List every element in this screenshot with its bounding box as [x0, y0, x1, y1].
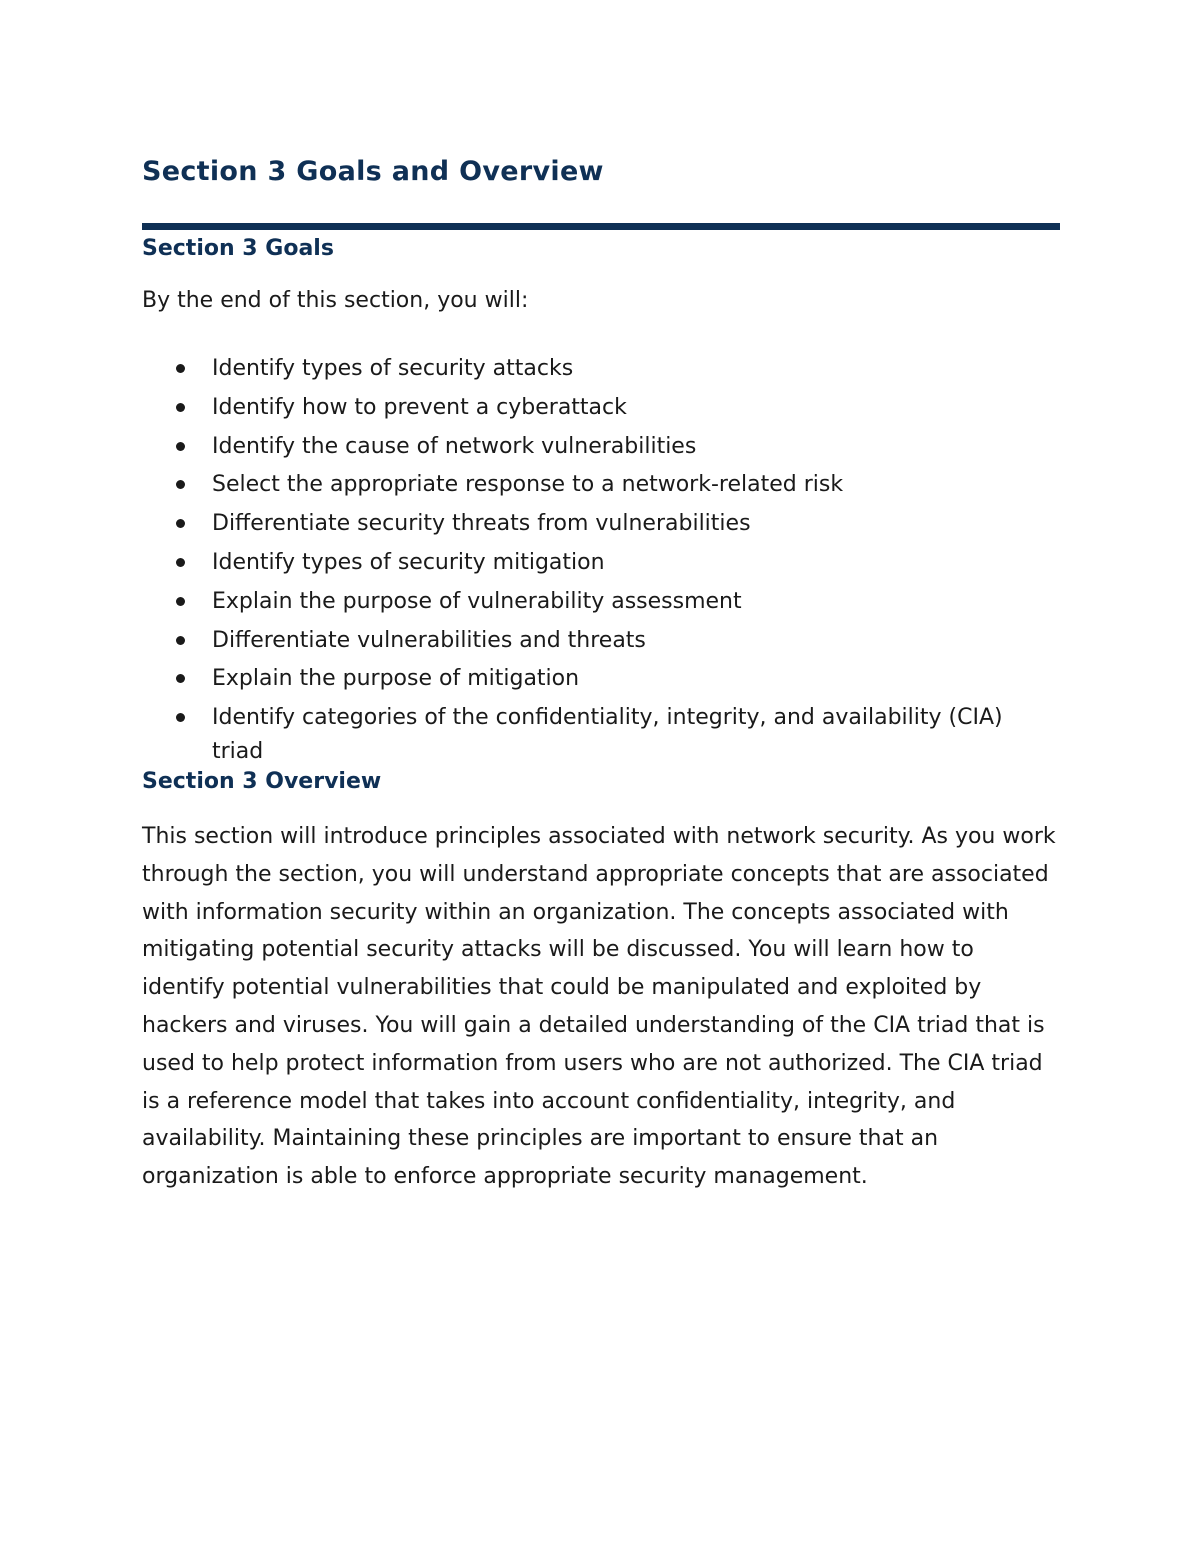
list-item — [142, 662, 1060, 696]
list-item-text: Select the appropriate response to a network-related risk — [212, 472, 844, 498]
list-item — [142, 624, 1060, 658]
list-item — [142, 546, 1060, 580]
list-item — [142, 701, 1060, 768]
list-item-text: Identify types of security mitigation — [212, 549, 605, 575]
bullet-icon — [176, 480, 185, 489]
overview-paragraph: This section will introduce principles associated with network security. As you work through the section, you will understand appropriate concepts that are associated with information security within an organization. The concepts associated with mitigating potential security attacks will be discussed. You will learn how to identify potential vulnerabilities that could be manipulated and exploited by hackers and viruses. You will gain a detailed understanding of the CIA triad that is used to help protect information from users who are not authorized. The CIA triad is a reference model that takes into account confidentiality, integrity, and availability. Maintaining these principles are important to ensure that an organization is able to enforce appropriate security management. — [142, 824, 1056, 1190]
bullet-icon — [176, 403, 185, 412]
list-item-text: Identify how to prevent a cyberattack — [212, 394, 627, 420]
list-item-text: Differentiate security threats from vulnerabilities — [212, 511, 751, 537]
list-item-text: Explain the purpose of mitigation — [212, 666, 580, 692]
bullet-icon — [176, 597, 185, 606]
goals-intro: By the end of this section, you will: — [142, 288, 529, 313]
list-item — [142, 468, 1060, 502]
list-item — [142, 430, 1060, 464]
list-item-text: Differentiate vulnerabilities and threats — [212, 627, 646, 653]
bullet-icon — [176, 364, 185, 373]
list-item — [142, 507, 1060, 541]
overview-heading: Section 3 Overview — [142, 769, 382, 794]
list-item-text: Identify the cause of network vulnerabilities — [212, 433, 697, 459]
bullet-icon — [176, 674, 185, 683]
title-divider — [142, 223, 1060, 230]
list-item — [142, 352, 1060, 386]
goals-list — [142, 352, 1060, 773]
page-title: Section 3 Goals and Overview — [142, 156, 604, 187]
bullet-icon — [176, 519, 185, 528]
bullet-icon — [176, 558, 185, 567]
bullet-icon — [176, 713, 185, 722]
goals-heading: Section 3 Goals — [142, 236, 334, 261]
list-item-text: Identify types of security attacks — [212, 356, 574, 381]
list-item — [142, 585, 1060, 619]
bullet-icon — [176, 442, 185, 451]
bullet-icon — [176, 636, 185, 645]
list-item-text: Explain the purpose of vulnerability assessment — [212, 588, 742, 614]
list-item-text: Identify categories of the confidentiality, integrity, and availability (CIA) triad — [212, 705, 1003, 764]
list-item — [142, 391, 1060, 425]
